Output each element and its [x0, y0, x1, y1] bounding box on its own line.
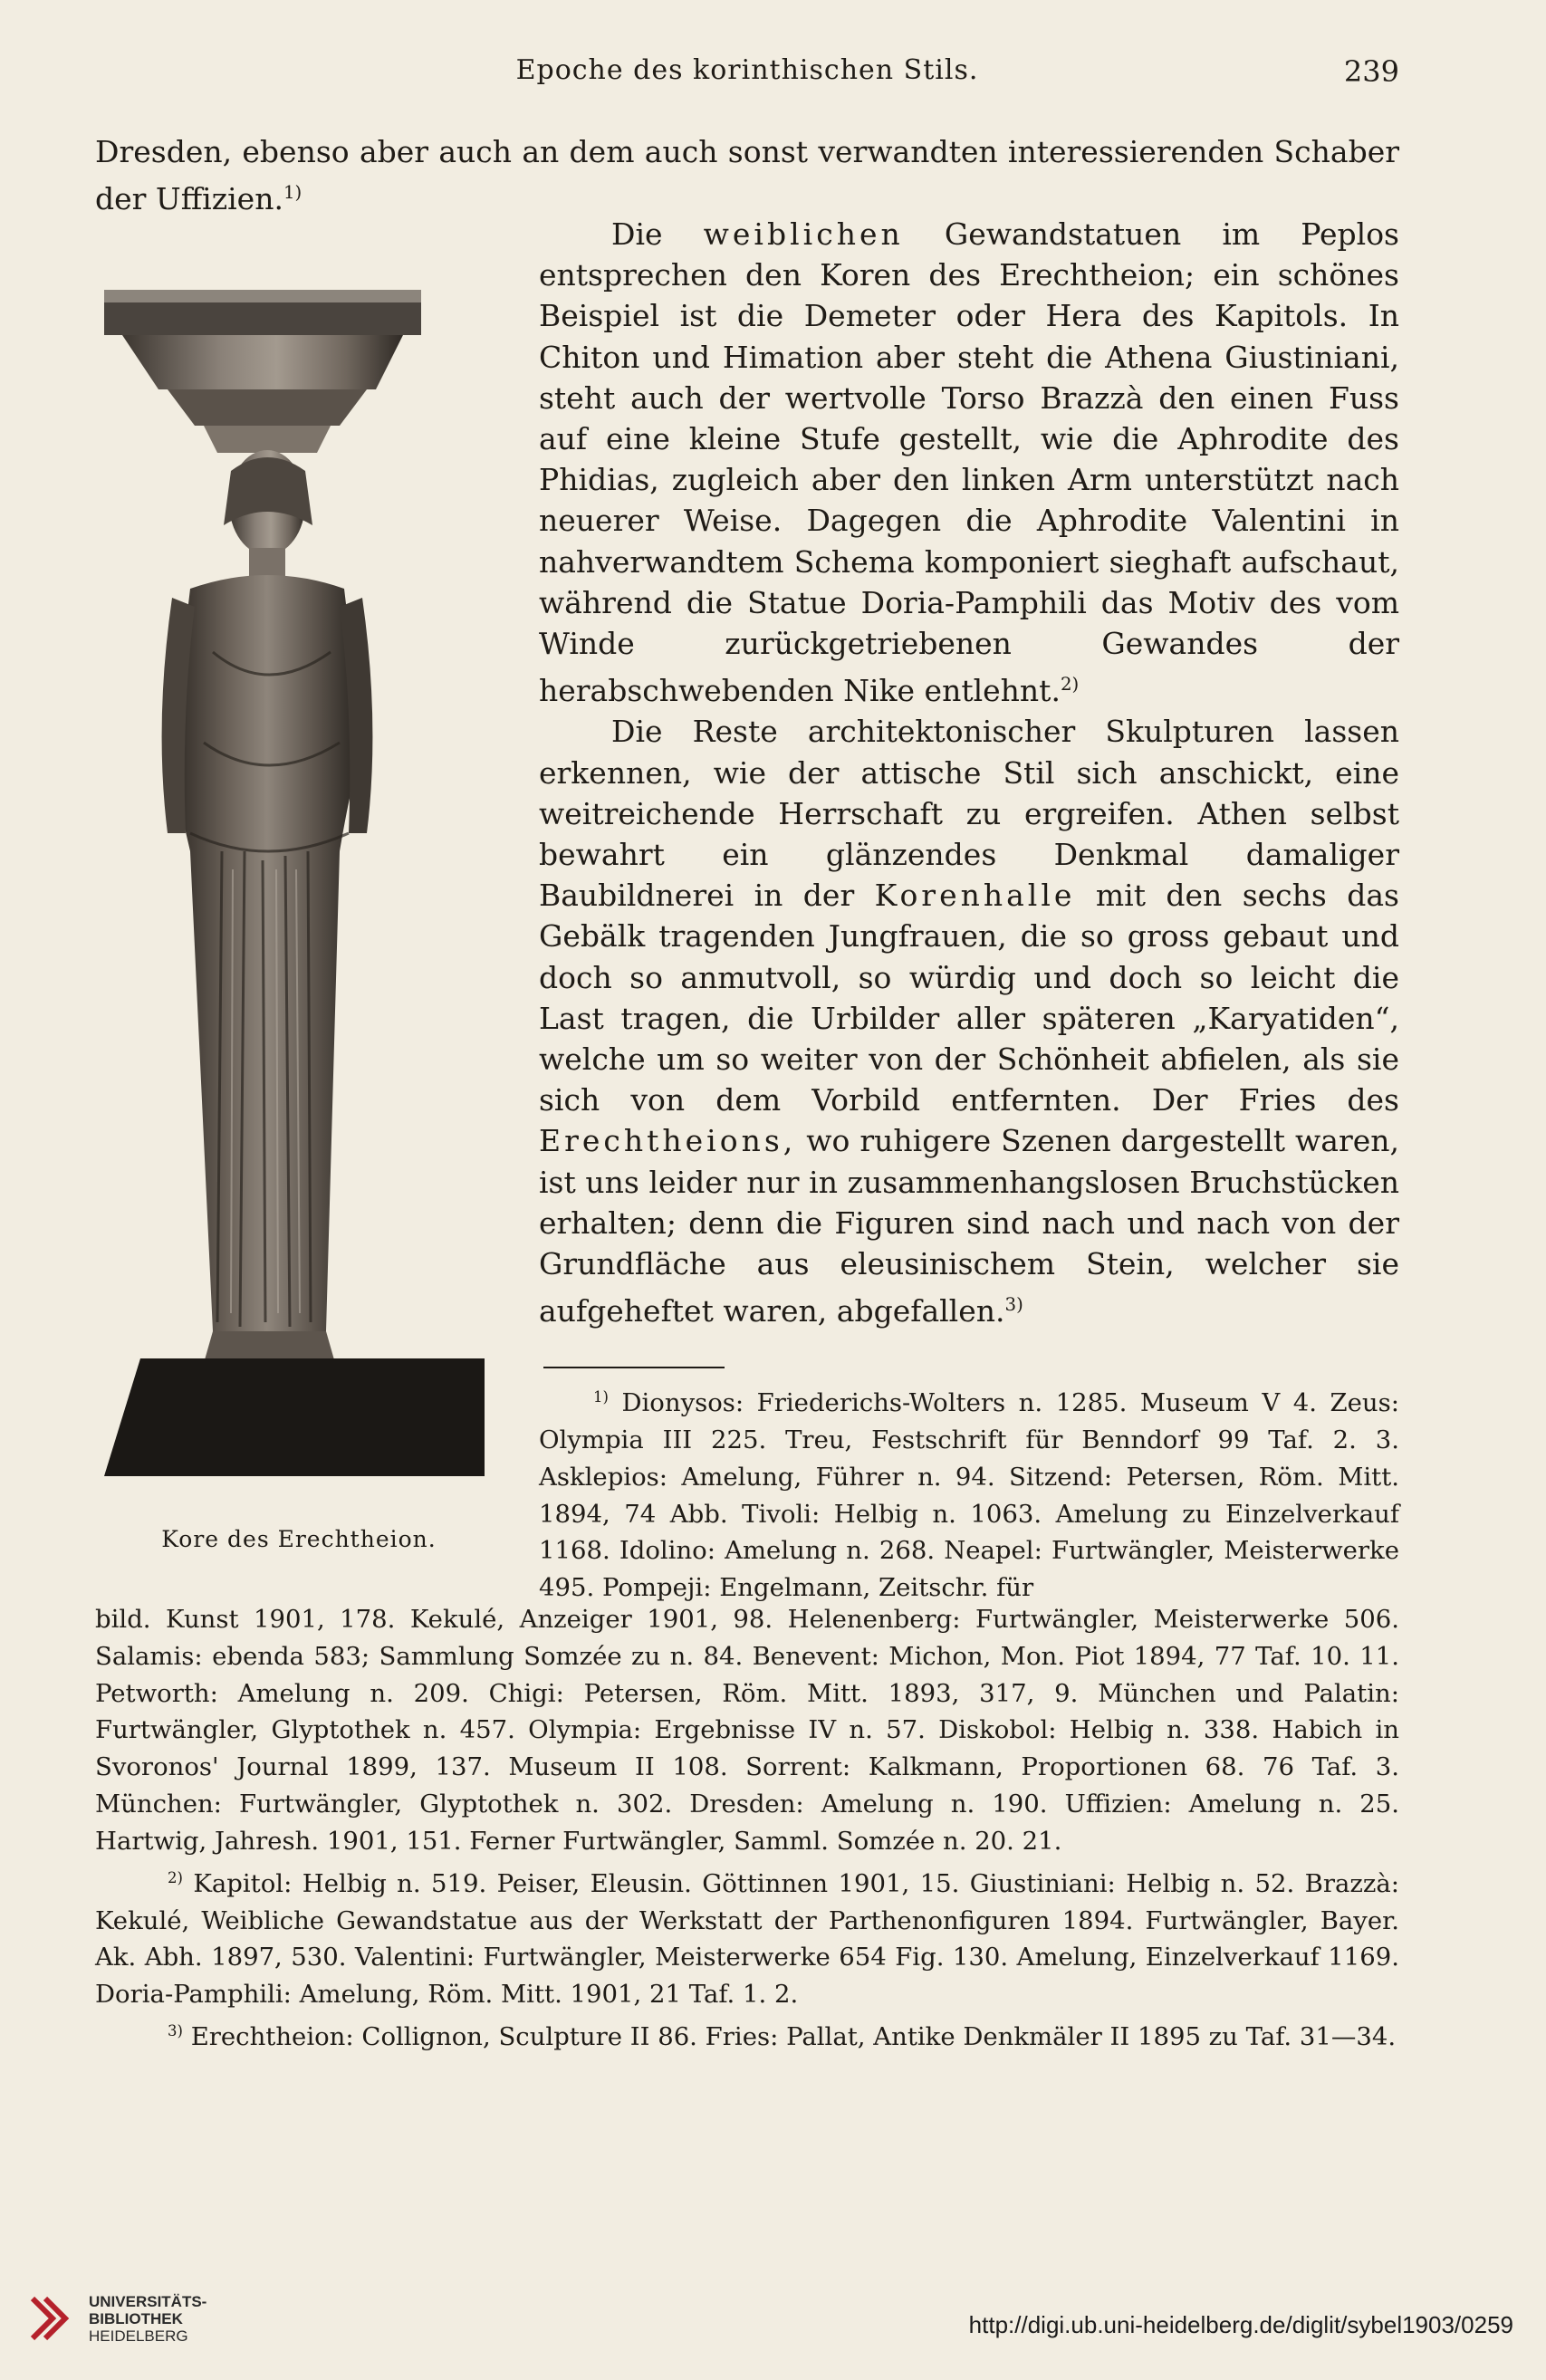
capital-echinus	[122, 335, 403, 389]
page-footer	[0, 2291, 1546, 2380]
footnote-1-continued: bild. Kunst 1901, 178. Kekulé, Anzeiger 1901, 98. Helenenberg: Furtwängler, Meisterwerke 506. Salamis: ebenda 583; Sammlung Somzée zu n. 84. Benevent: Michon, Mon. Piot 1894, 77 Taf. 10. 11. Petworth: Amelung n. 209. Chigi: Petersen, Röm. Mitt. 1893, 317, 9. München und Palatin: Furtwängler, Glyptothek n. 457. Olympia: Ergebnisse IV n. 57. Diskobol: Helbig n. 338. Habich in Svoronos' Journal 1899, 137. Museum II 108. Sorrent: Kalkmann, Proportionen 68. 76 Taf. 3. München: Furtwängler, Glyptothek n. 302. Dresden: Amelung n. 190. Uffizien: Amelung n. 25. Hartwig, Jahresh. 1901, 151. Ferner Furtwängler, Samml. Somzée n. 20. 21.	[95, 1605, 1399, 1856]
footnote-1-start: $^{1)}$ Dionysos: Friederichs-Wolters n. 1285. Museum V 4. Zeus: Olympia III 225. Treu, Festschrift für Benndorf 99 Taf. 2. 3. Asklepios: Amelung, Führer n. 94. Sitzend: Petersen, Röm. Mitt. 1894, 74 Abb. Tivoli: Helbig n. 1063. Amelung zu Einzelverkauf 1168. Idolino: Amelung n. 268. Neapel: Furtwängler, Meisterwerke 495. Pompeji: Engelmann, Zeitschr. für	[539, 1388, 1399, 1603]
kore-figure	[104, 290, 494, 1485]
intro-paragraph	[95, 131, 1399, 219]
statue-body	[172, 575, 362, 1331]
footnote-divider	[543, 1367, 725, 1368]
spaced-korenhalle: Korenhalle	[874, 878, 1076, 914]
page-header	[95, 54, 1399, 101]
paragraph-korenhalle: Die Reste architektonischer Skulpturen lassen erkennen, wie der attische Stil sich anschickt, eine weitreichende Herrschaft zu ergreifen. Athen selbst bewahrt ein glänzendes Denkmal damaliger Baubildnerei in der Korenhalle mit den sechs das Gebälk tragenden Jungfrauen, die so gross gebaut und doch so anmutvoll, so würdig und doch so leicht die Last tragen, die Urbilder aller späteren „Karyatiden“, welche um so weiter von der Schönheit abfielen, als sie sich von dem Vorbild entfernten. Der Fries des Erechtheions, wo ruhigere Szenen dargestellt waren, ist uns leider nur in zusammenhangslosen Bruchstücken erhalten; denn die Figuren sind nach und nach von der Grundfläche aus eleusinischem Stein, welcher sie aufgeheftet waren, abgefallen.$^{3)}$	[539, 714, 1399, 1329]
kore-statue-image	[104, 290, 494, 1485]
footnotes-block	[95, 1601, 1399, 2056]
intro-text: Dresden, ebenso aber auch an dem auch sonst verwandten interessierenden Schaber der Uffizien.	[95, 134, 1399, 217]
source-url-link[interactable]: http://digi.ub.uni-heidelberg.de/diglit/sybel1903/0259	[968, 2311, 1513, 2338]
main-text-column	[539, 214, 1399, 1331]
figure-caption: Kore des Erechtheion.	[161, 1526, 437, 1552]
note-ref-2: 2)	[1060, 674, 1080, 696]
footnote-3: $^{3)}$ Erechtheion: Collignon, Sculpture II 86. Fries: Pallat, Antike Denkmäler II 1895 zu Taf. 31—34.	[168, 2021, 1397, 2052]
footnote-1-text: Dionysos: Friederichs-Wolters n. 1285. Museum V 4. Zeus: Olympia III 225. Treu, Festschrift für Benndorf 99 Taf. 2. 3. Asklepios: Amelung, Führer n. 94. Sitzend: Petersen, Röm. Mitt. 1894, 74 Abb. Tivoli: Helbig n. 1063. Amelung zu Einzelverkauf 1168. Idolino: Amelung n. 268. Neapel: Furtwängler, Meisterwerke 495. Pompeji: Engelmann, Zeitschr. für	[539, 1388, 1399, 1603]
running-title: Epoche des korinthischen Stils.	[515, 54, 979, 86]
note-ref-1: 1)	[283, 182, 302, 204]
library-name: UNIVERSITÄTS- BIBLIOTHEK HEIDELBERG	[89, 2293, 207, 2345]
paragraph-peplos: Die weiblichen Gewandstatuen im Peplos entsprechen den Koren des Erechtheion; ein schönes Beispiel ist die Demeter oder Hera des Kapitols. In Chiton und Himation aber steht die Athena Giustiniani, steht auch der wertvolle Torso Brazzà den einen Fuss auf eine kleine Stufe gestellt, wie die Aphrodite des Phidias, zugleich aber den linken Arm unterstützt nach neuerer Weise. Dagegen die Aphrodite Valentini in nahverwandtem Schema komponiert sieghaft aufschaut, während die Statue Doria-Pamphili das Motiv des vom Winde zurückgetriebenen Gewandes der herabschwebenden Nike entlehnt.$^{2)}$	[539, 216, 1399, 709]
footnote-2: $^{2)}$ Kapitol: Helbig n. 519. Peiser, Eleusin. Göttinnen 1901, 15. Giustiniani: Helbig n. 52. Brazzà: Kekulé, Weibliche Gewandstatue aus der Werkstatt der Parthenonfiguren 1894. Furtwängler, Bayer. Ak. Abh. 1897, 530. Valentini: Furtwängler, Meisterwerke 654 Fig. 130. Amelung, Einzelverkauf 1169. Doria-Pamphili: Amelung, Röm. Mitt. 1901, 21 Taf. 1. 2.	[95, 1868, 1400, 2010]
note-ref-3: 3)	[1004, 1294, 1023, 1316]
statue-base	[104, 1358, 485, 1476]
spaced-weiblichen: weiblichen	[703, 216, 904, 252]
library-logo-icon	[27, 2291, 78, 2346]
spaced-erechtheions: Erechtheions,	[539, 1123, 797, 1159]
page-number: 239	[1343, 54, 1399, 89]
